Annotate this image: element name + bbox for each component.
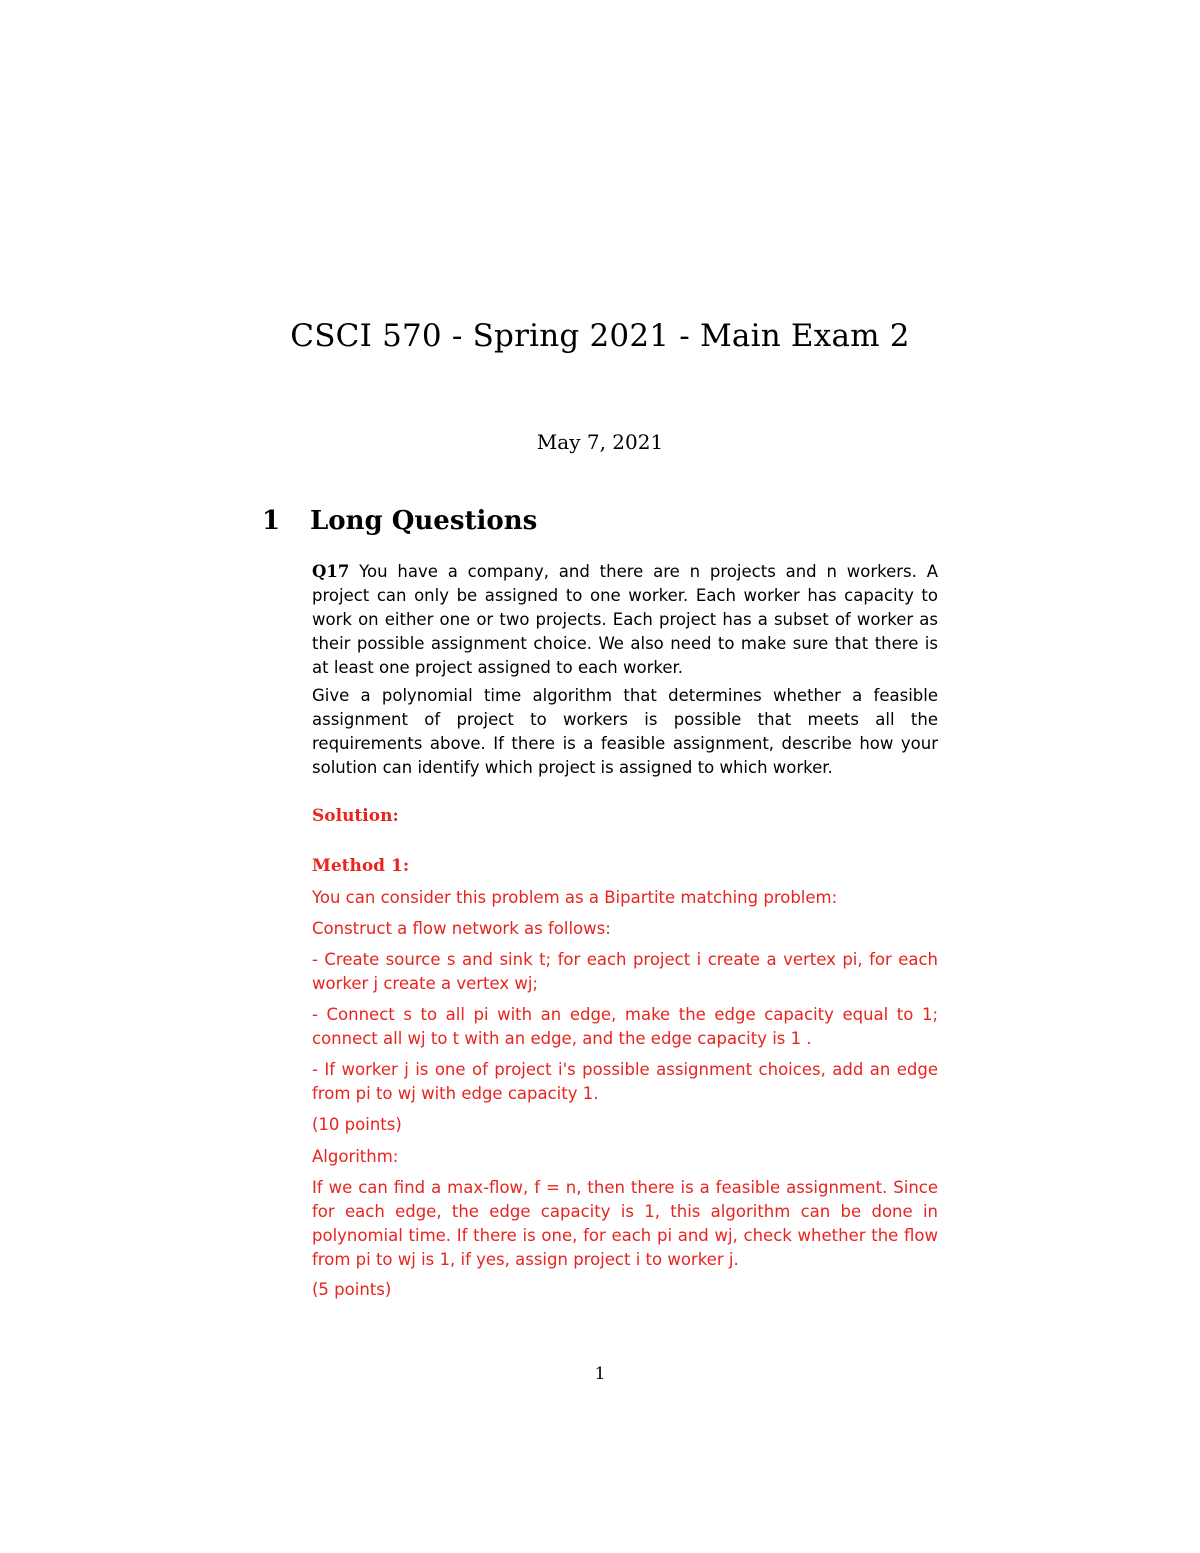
section-heading bbox=[262, 506, 537, 536]
solution-step-2: - Connect s to all pi with an edge, make the edge capacity equal to 1; connect all wj to t with an edge, and the edge capacity is 1 . bbox=[312, 1005, 938, 1048]
question-text-1: You have a company, and there are n projects and n workers. A project can only be assigned to one worker. Each worker has capacity to work on either one or two projects. Each project has a subset of worker as their possible assignment choice. We also need to make sure that there is at least one project assigned to each worker. bbox=[312, 562, 938, 677]
algorithm-text: If we can find a max-flow, f = n, then there is a feasible assignment. Since for each edge, the edge capacity is 1, this algorithm can be done in polynomial time. If there is one, for each pi and wj, check whether the flow from pi to wj is 1, if yes, assign project i to worker j. bbox=[312, 1178, 938, 1269]
question-label: Q17 bbox=[312, 562, 350, 581]
question-paragraph-2: Give a polynomial time algorithm that determines whether a feasible assignment of project to workers is possible that meets all the requirements above. If there is a feasible assignment, describe how your solution can identify which project is assigned to which worker. bbox=[312, 686, 938, 777]
method-label: Method 1: bbox=[312, 856, 410, 876]
points-10: (10 points) bbox=[312, 1115, 402, 1134]
question-paragraph-1 bbox=[312, 560, 938, 680]
points-5: (5 points) bbox=[312, 1280, 392, 1299]
document-title: CSCI 570 - Spring 2021 - Main Exam 2 bbox=[290, 318, 910, 354]
solution-label: Solution: bbox=[312, 806, 399, 826]
section-title: Long Questions bbox=[310, 506, 538, 536]
solution-step-3: - If worker j is one of project i's possible assignment choices, add an edge from pi to wj with edge capacity 1. bbox=[312, 1060, 938, 1103]
algorithm-label: Algorithm: bbox=[312, 1147, 399, 1166]
page-number: 1 bbox=[594, 1364, 606, 1384]
document-date: May 7, 2021 bbox=[536, 430, 664, 454]
solution-step-1: - Create source s and sink t; for each project i create a vertex pi, for each worker j create a vertex wj; bbox=[312, 950, 938, 993]
solution-intro: You can consider this problem as a Bipartite matching problem: bbox=[312, 888, 838, 907]
section-number: 1 bbox=[262, 506, 281, 536]
solution-construct: Construct a flow network as follows: bbox=[312, 919, 611, 938]
